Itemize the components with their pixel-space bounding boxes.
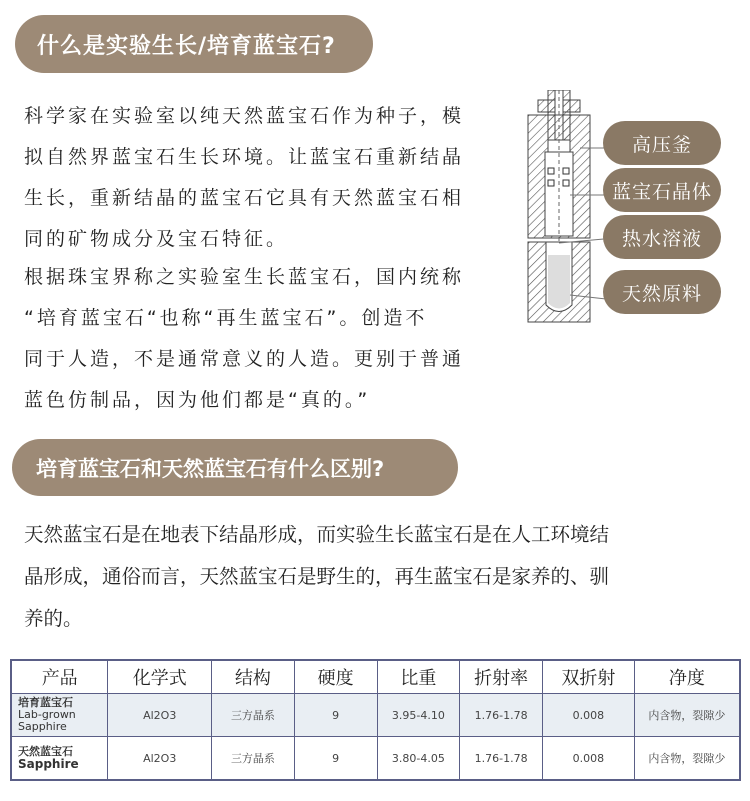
text-line: 同的矿物成分及宝石特征。 [24,228,289,250]
text-line: 同于人造，不是通常意义的人造。更别于普通 [24,348,465,370]
structure-cell: 三方晶系 [212,737,295,781]
comparison-table [10,659,741,781]
text-line: 根据珠宝界称之实验室生长蓝宝石，国内统称 [24,266,465,288]
table-row [11,694,740,737]
header-structure: 结构 [212,660,295,694]
section2-heading [12,439,458,496]
formula-cell: Al2O3 [108,694,212,737]
product-name-en: Sapphire [18,720,67,733]
clarity-cell: 内含物，裂隙少 [634,694,740,737]
bi-cell: 0.008 [543,737,635,781]
diagram-label-natural-material: 天然原料 [603,270,721,314]
product-name-cn: 天然蓝宝石 [18,745,73,758]
text-line: 晶形成，通俗而言，天然蓝宝石是野生的，再生蓝宝石是家养的、驯 [24,565,610,588]
diagram-label-sapphire-crystal: 蓝宝石晶体 [603,168,721,212]
header-product: 产品 [11,660,108,694]
header-birefringence: 双折射 [543,660,635,694]
section1-heading [15,15,373,73]
product-cell [11,694,108,737]
header-formula: 化学式 [108,660,212,694]
sg-cell: 3.95-4.10 [377,694,460,737]
text-line: 天然蓝宝石是在地表下结晶形成，而实验生长蓝宝石是在人工环境结 [24,523,610,546]
hardness-cell: 9 [294,737,377,781]
hardness-cell: 9 [294,694,377,737]
bi-cell: 0.008 [543,694,635,737]
product-name-en: Sapphire [18,757,79,771]
sg-cell: 3.80-4.05 [377,737,460,781]
diagram-label-autoclave: 高压釜 [603,121,721,165]
header-refractive-index: 折射率 [460,660,543,694]
header-hardness: 硬度 [294,660,377,694]
text-line: 科学家在实验室以纯天然蓝宝石作为种子，模 [24,105,465,127]
text-line: 蓝色仿制品，因为他们都是“真的。” [24,389,371,411]
product-cell [11,737,108,781]
table-header-row [11,660,740,694]
table-row [11,737,740,781]
product-name-en: Lab-grown [18,708,76,721]
formula-cell: Al2O3 [108,737,212,781]
heading-text: 培育蓝宝石和天然蓝宝石有什么区别? [36,456,385,481]
ri-cell: 1.76-1.78 [460,737,543,781]
ri-cell: 1.76-1.78 [460,694,543,737]
text-line: “培育蓝宝石“也称“再生蓝宝石”。创造不 [24,307,428,329]
product-name-cn: 培育蓝宝石 [18,696,73,709]
structure-cell: 三方晶系 [212,694,295,737]
section1-paragraph2 [24,257,464,421]
header-clarity: 净度 [634,660,740,694]
text-line: 生长，重新结晶的蓝宝石它具有天然蓝宝石相 [24,187,465,209]
heading-text: 什么是实验生长/培育蓝宝石? [37,33,336,59]
text-line: 养的。 [24,607,83,630]
header-specific-gravity: 比重 [377,660,460,694]
section2-paragraph [24,514,609,640]
diagram-label-hydrothermal-solution: 热水溶液 [603,215,721,259]
clarity-cell: 内含物，裂隙少 [634,737,740,781]
section1-paragraph1 [24,96,464,260]
text-line: 拟自然界蓝宝石生长环境。让蓝宝石重新结晶 [24,146,465,168]
